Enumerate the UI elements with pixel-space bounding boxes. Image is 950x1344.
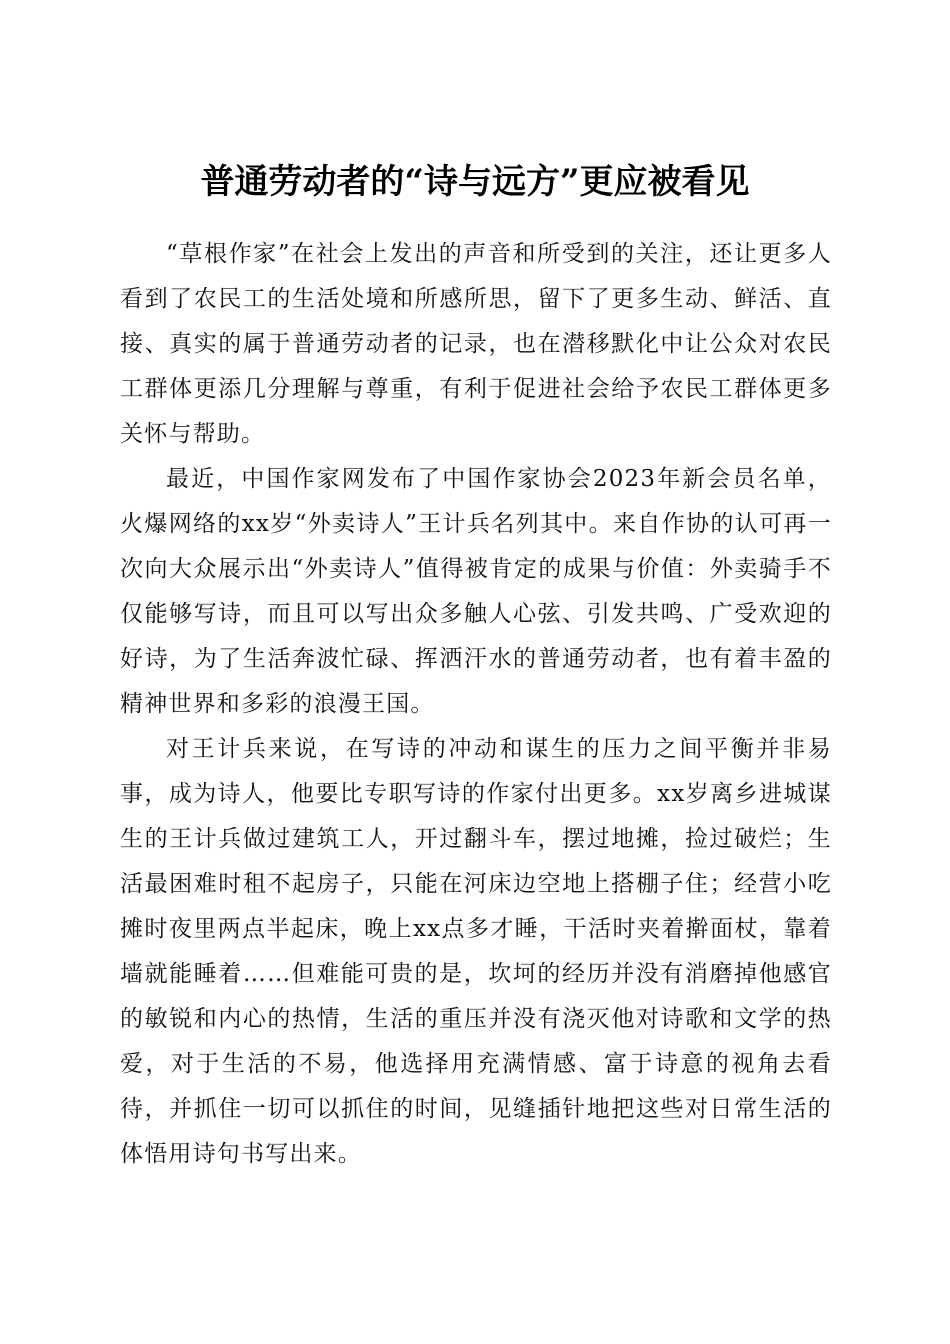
- document-body: [120, 232, 832, 1177]
- paragraph-1: “草根作家”在社会上发出的声音和所受到的关注，还让更多人看到了农民工的生活处境和所感所思，留下了更多生动、鲜活、直接、真实的属于普通劳动者的记录，也在潜移默化中让公众对农民工群体更添几分理解与尊重，有利于促进社会给予农民工群体更多关怀与帮助。: [120, 241, 832, 447]
- paragraph-2: 最近，中国作家网发布了中国作家协会2023年新会员名单，火爆网络的xx岁“外卖诗人”王计兵名列其中。来自作协的认可再一次向大众展示出“外卖诗人”值得被肯定的成果与价值：外卖骑手不仅能够写诗，而且可以写出众多触人心弦、引发共鸣、广受欢迎的好诗，为了生活奔波忙碌、挥洒汗水的普通劳动者，也有着丰盈的精神世界和多彩的浪漫王国。: [120, 466, 832, 717]
- paragraph-3: 对王计兵来说，在写诗的冲动和谋生的压力之间平衡并非易事，成为诗人，他要比专职写诗的作家付出更多。xx岁离乡进城谋生的王计兵做过建筑工人，开过翻斗车，摆过地摊，捡过破烂；生活最困难时租不起房子，只能在河床边空地上搭棚子住；经营小吃摊时夜里两点半起床，晚上xx点多才睡，干活时夹着擀面杖，靠着墙就能睡着……但难能可贵的是，坎坷的经历并没有消磨掉他感官的敏锐和内心的热情，生活的重压并没有浇灭他对诗歌和文学的热爱，对于生活的不易，他选择用充满情感、富于诗意的视角去看待，并抓住一切可以抓住的时间，见缝插针地把这些对日常生活的体悟用诗句书写出来。: [120, 736, 832, 1167]
- document-title: 普通劳动者的“诗与远方”更应被看见: [200, 161, 750, 202]
